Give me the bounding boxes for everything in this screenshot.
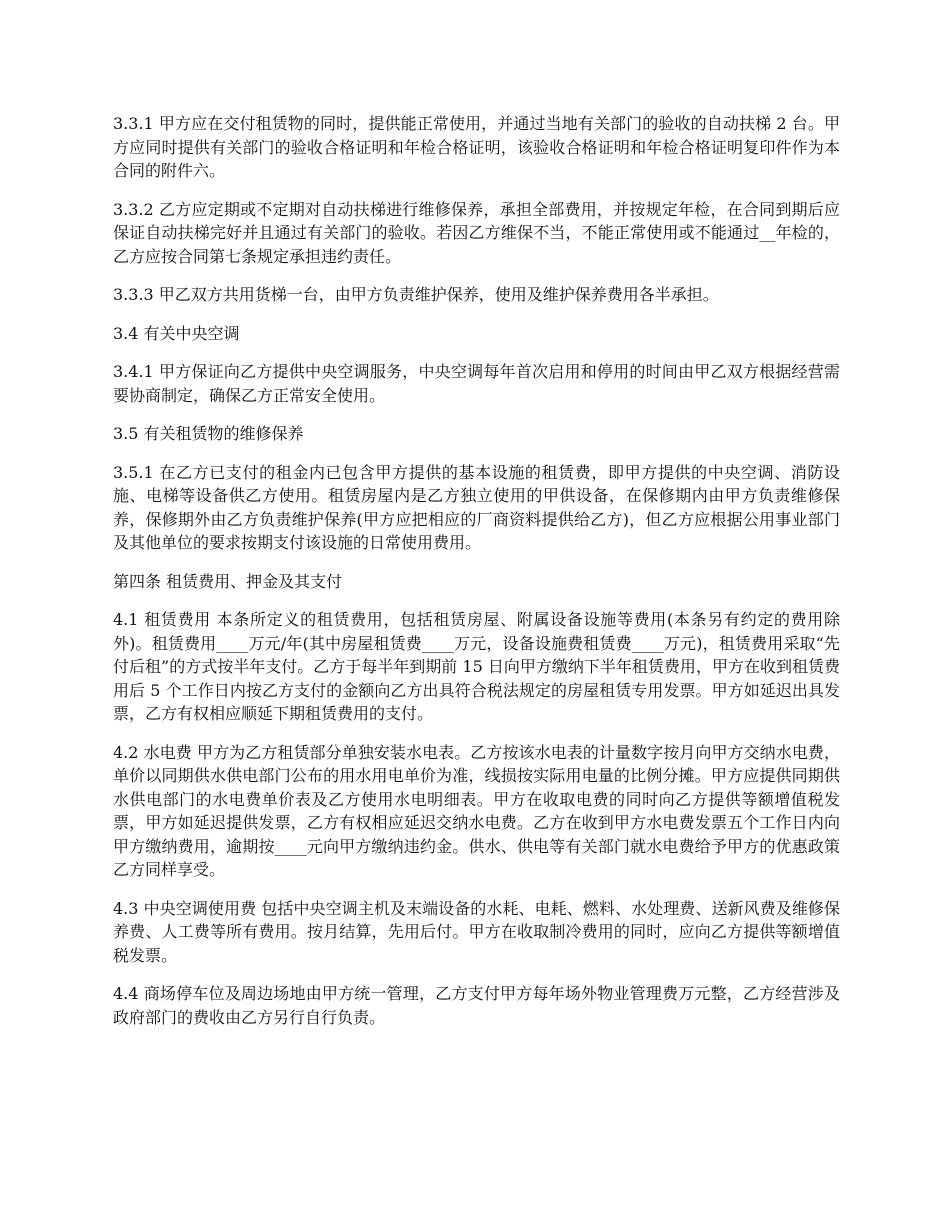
clause-3-3-1: 3.3.1 甲方应在交付租赁物的同时，提供能正常使用，并通过当地有关部门的验收的自动扶梯 2 台。甲方应同时提供有关部门的验收合格证明和年检合格证明，该验收合格证明和年检合格证明复印件作为本合同的附件六。 — [113, 114, 840, 180]
clause-4-4: 4.4 商场停车位及周边场地由甲方统一管理，乙方支付甲方每年场外物业管理费万元整，乙方经营涉及政府部门的费收由乙方另行自行负责。 — [113, 984, 840, 1027]
clause-4-3: 4.3 中央空调使用费 包括中央空调主机及末端设备的水耗、电耗、燃料、水处理费、送新风费及维修保养费、人工费等所有费用。按月结算，先用后付。甲方在收取制冷费用的同时，应向乙方提供等额增值税发票。 — [113, 898, 840, 965]
section-heading-3-5: 3.5 有关租赁物的维修保养 — [113, 424, 304, 443]
clause-3-4-1: 3.4.1 甲方保证向乙方提供中央空调服务，中央空调每年首次启用和停用的时间由甲乙双方根据经营需要协商制定，确保乙方正常安全使用。 — [113, 362, 840, 405]
clause-3-3-2: 3.3.2 乙方应定期或不定期对自动扶梯进行维修保养，承担全部费用，并按规定年检，在合同到期后应保证自动扶梯完好并且通过有关部门的验收。若因乙方维保不当，不能正常使用或不能通过__年检的，乙方应按合同第七条规定承担违约责任。 — [113, 199, 840, 266]
clause-3-5-1: 3.5.1 在乙方已支付的租金内已包含甲方提供的基本设施的租赁费，即甲方提供的中央空调、消防设施、电梯等设备供乙方使用。租赁房屋内是乙方独立使用的甲供设备，在保修期内由甲方负责维修保养，保修期外由乙方负责维护保养(甲方应把相应的厂商资料提供给乙方)，但乙方应根据公用事业部门及其他单位的要求按期支付该设施的日常使用费用。 — [113, 462, 840, 552]
section-heading-3-4: 3.4 有关中央空调 — [113, 323, 240, 343]
document-body — [113, 112, 840, 1044]
clause-4-2: 4.2 水电费 甲方为乙方租赁部分单独安装水电表。乙方按该水电表的计量数字按月向甲方交纳水电费，单价以同期供水供电部门公布的用水用电单价为准，线损按实际用电量的比例分摊。甲方应提供同期供水供电部门的水电费单价表及乙方使用水电明细表。甲方在收取电费的同时向乙方提供等额增值税发票，甲方如延迟提供发票，乙方有权相应延迟交纳水电费。乙方在收到甲方水电费发票五个工作日内向甲方缴纳费用，逾期按____元向甲方缴纳违约金。供水、供电等有关部门就水电费给予甲方的优惠政策乙方同样享受。 — [113, 742, 840, 879]
article-heading-4: 第四条 租赁费用、押金及其支付 — [113, 571, 343, 591]
clause-4-1: 4.1 租赁费用 本条所定义的租赁费用，包括租赁房屋、附属设备设施等费用(本条另有约定的费用除外)。租赁费用____万元/年(其中房屋租赁费____万元，设备设施费租赁费____万元)，租赁费用采取“先付后租”的方式按半年支付。乙方于每半年到期前 15 日向甲方缴纳下半年租赁费用，甲方在收到租赁费用后 5 个工作日内按乙方支付的金额向乙方出具符合税法规定的房屋租赁专用发票。甲方如延迟出具发票，乙方有权相应顺延下期租赁费用的支付。 — [113, 610, 840, 723]
clause-3-3-3: 3.3.3 甲乙双方共用货梯一台，由甲方负责维护保养，使用及维护保养费用各半承担。 — [113, 285, 719, 304]
